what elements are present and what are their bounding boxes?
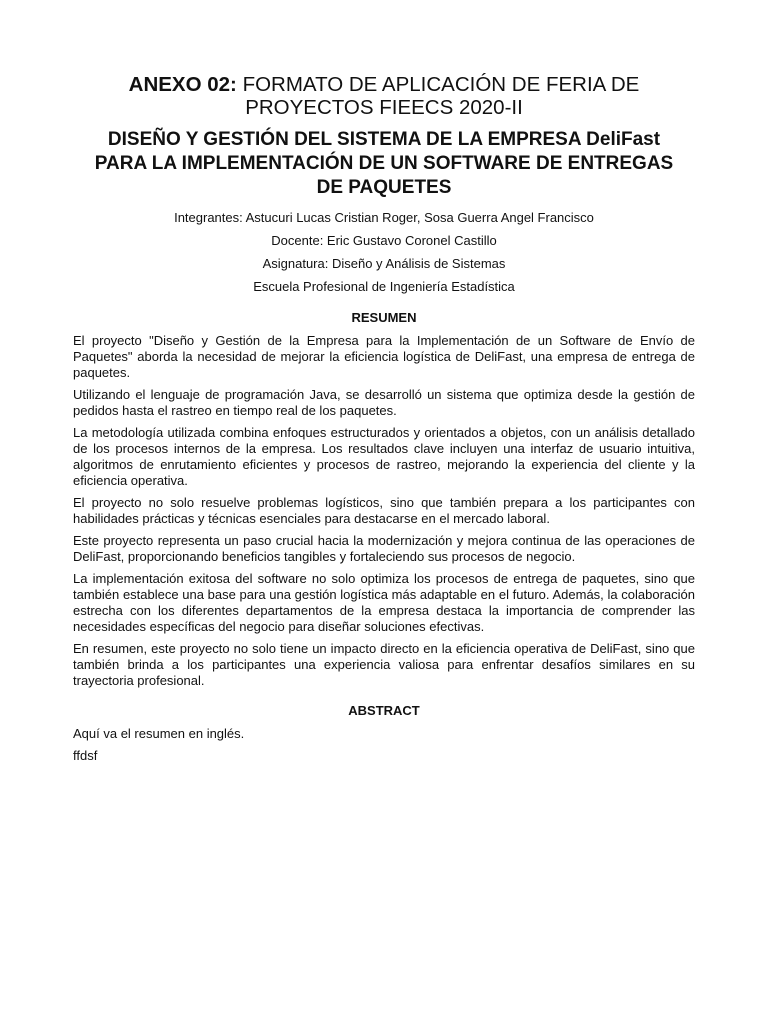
resumen-paragraph: En resumen, este proyecto no solo tiene un impacto directo en la eficiencia operativa de DeliFast, sino que también brinda a los participantes una experiencia valiosa para enfrentar desafíos similares en su trayectoria profesional. (73, 641, 695, 688)
resumen-paragraph: El proyecto "Diseño y Gestión de la Empresa para la Implementación de un Software de Envío de Paquetes" aborda la necesidad de mejorar la eficiencia logística de DeliFast, una empresa de entrega de paquetes. (73, 333, 695, 380)
resumen-heading: RESUMEN (351, 310, 417, 325)
annex-text: FORMATO DE APLICACIÓN DE FERIA DE PROYECTOS FIEECS 2020-II (236, 73, 640, 119)
project-title: DISEÑO Y GESTIÓN DEL SISTEMA DE LA EMPRESA DeliFast PARA LA IMPLEMENTACIÓN DE UN SOFTWARE DE ENTREGAS DE PAQUETES (94, 129, 674, 198)
abstract-line: Aquí va el resumen en inglés. (73, 726, 245, 741)
docente-line: Docente: Eric Gustavo Coronel Castillo (271, 233, 497, 248)
resumen-paragraph: El proyecto no solo resuelve problemas logísticos, sino que también prepara a los participantes con habilidades prácticas y técnicas esenciales para destacarse en el mercado laboral. (73, 495, 695, 526)
escuela-line: Escuela Profesional de Ingeniería Estadística (253, 279, 515, 294)
asignatura-line: Asignatura: Diseño y Análisis de Sistemas (262, 256, 506, 271)
resumen-paragraph: Este proyecto representa un paso crucial hacia la modernización y mejora continua de las operaciones de DeliFast, proporcionando beneficios tangibles y fortaleciendo sus procesos de negocio. (73, 533, 695, 564)
integrantes-line: Integrantes: Astucuri Lucas Cristian Roger, Sosa Guerra Angel Francisco (174, 210, 594, 225)
abstract-heading: ABSTRACT (348, 703, 420, 718)
resumen-paragraph: La metodología utilizada combina enfoques estructurados y orientados a objetos, con un análisis detallado de los procesos internos de la empresa. Los resultados clave incluyen una interfaz de usuario intuitiva, algoritmos de enrutamiento eficientes y procesos de rastreo, mejorando la experiencia del cliente y la eficiencia operativa. (73, 425, 695, 488)
abstract-line: ffdsf (73, 748, 98, 763)
annex-heading (73, 73, 695, 119)
resumen-paragraph: Utilizando el lenguaje de programación Java, se desarrolló un sistema que optimiza desde la gestión de pedidos hasta el rastreo en tiempo real de los paquetes. (73, 387, 695, 418)
resumen-paragraph: La implementación exitosa del software no solo optimiza los procesos de entrega de paquetes, sino que también establece una base para una gestión logística más adaptable en el futuro. Además, la colaboración estrecha con los diferentes departamentos de la empresa destaca la importancia de comprender las necesidades específicas del negocio para diseñar soluciones efectivas. (73, 571, 695, 634)
annex-label: ANEXO 02: (128, 73, 237, 96)
